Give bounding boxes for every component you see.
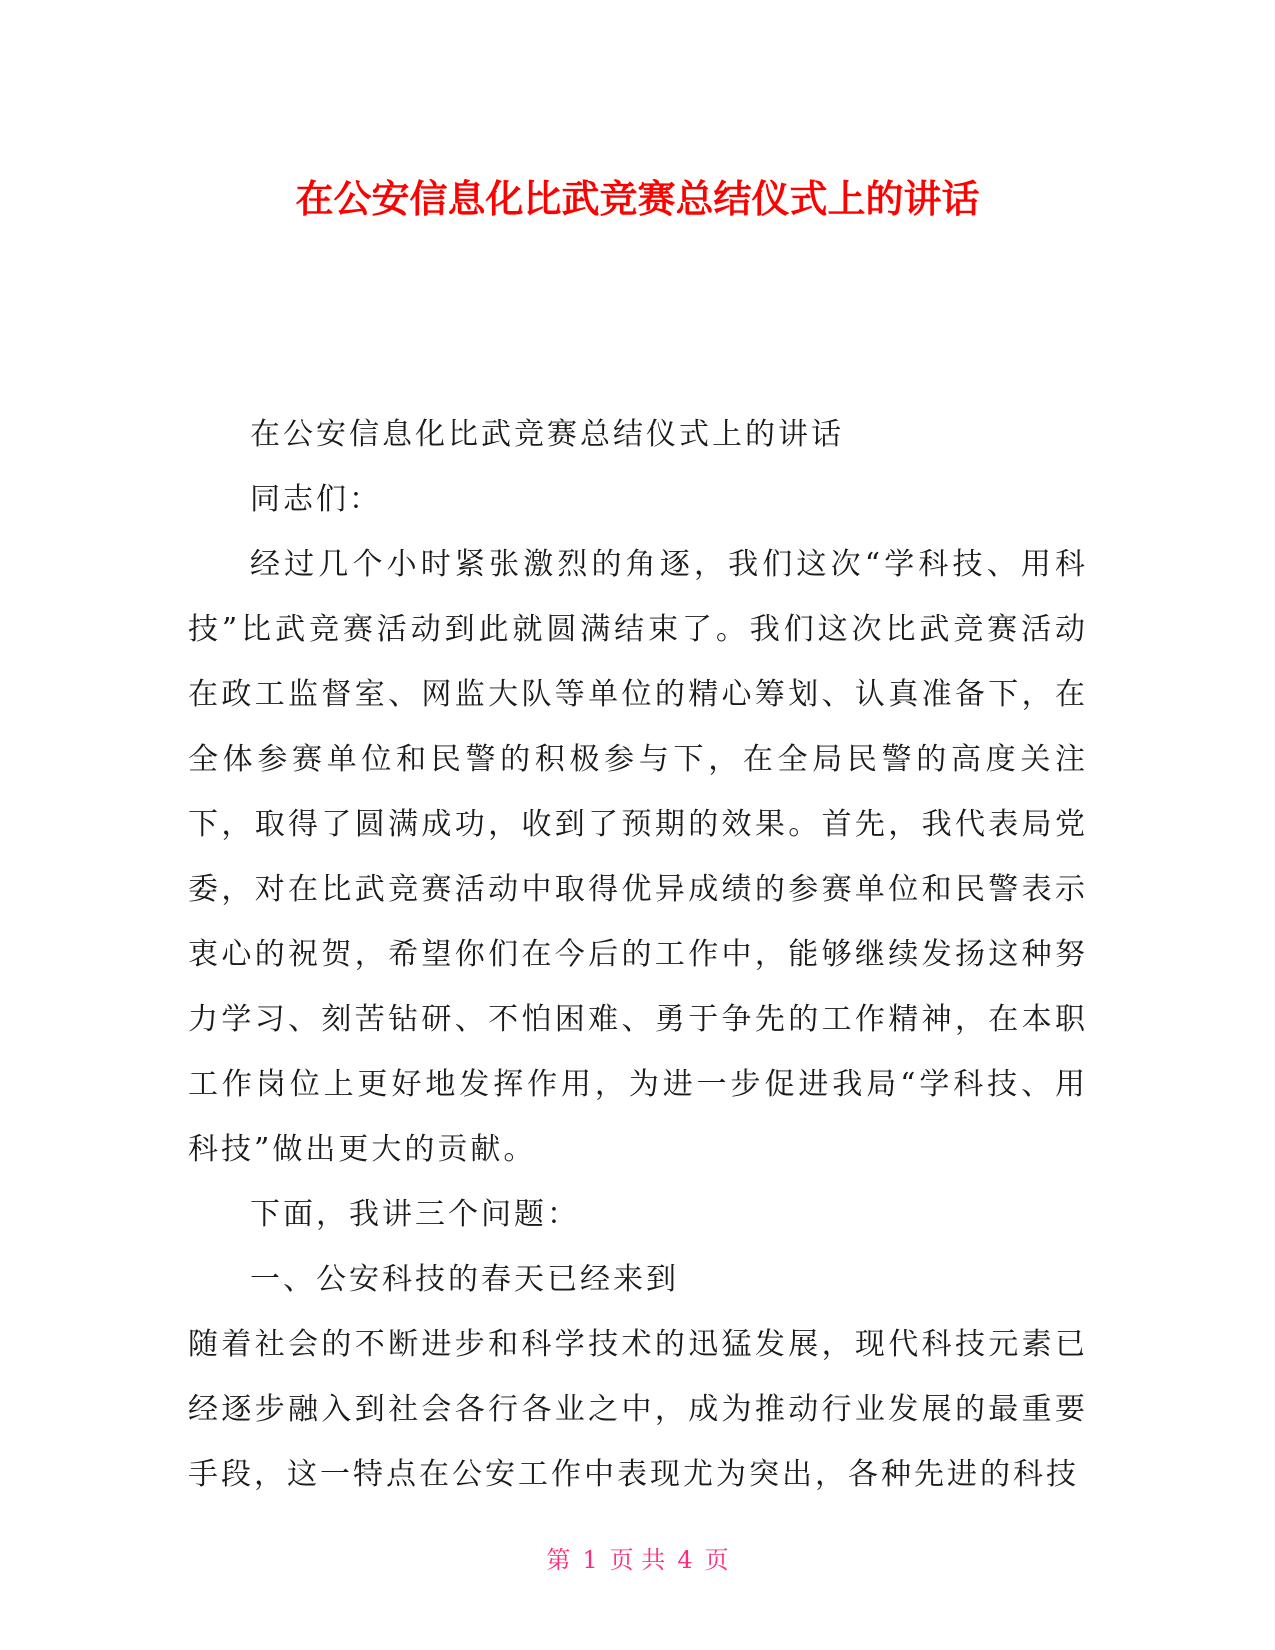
section-heading-1: 一、公安科技的春天已经来到 xyxy=(250,1262,679,1297)
footer-total-pages: 4 xyxy=(677,1546,693,1574)
page-footer xyxy=(0,1540,1275,1575)
footer-page-number: 1 xyxy=(582,1546,598,1574)
document-title: 在公安信息化比武竞赛总结仪式上的讲话 xyxy=(295,177,980,221)
footer-suffix: 页 xyxy=(704,1546,729,1574)
footer-middle: 页 共 xyxy=(609,1546,666,1574)
paragraph-opening: 经过几个小时紧张激烈的角逐，我们这次“学科技、用科技”比武竞赛活动到此就圆满结束了。我们这次比武竞赛活动在政工监督室、网监大队等单位的精心筹划、认真准备下，在全体参赛单位和民警的积极参与下，在全局民警的高度关注下，取得了圆满成功，收到了预期的效果。首先，我代表局党委，对在比武竞赛活动中取得优异成绩的参赛单位和民警表示衷心的祝贺，希望你们在今后的工作中，能够继续发扬这种努力学习、刻苦钻研、不怕困难、勇于争先的工作精神，在本职工作岗位上更好地发挥作用，为进一步促进我局“学科技、用科技”做出更大的贡献。 xyxy=(188,547,1088,1167)
paragraph-heading: 在公安信息化比武竞赛总结仪式上的讲话 xyxy=(250,417,844,452)
document-body xyxy=(188,402,1088,1507)
paragraph-outline: 下面，我讲三个问题： xyxy=(250,1197,580,1232)
paragraph-salutation: 同志们： xyxy=(250,482,382,517)
paragraph-section-1: 随着社会的不断进步和科学技术的迅猛发展，现代科技元素已经逐步融入到社会各行各业之中，成为推动行业发展的最重要手段，这一特点在公安工作中表现尤为突出，各种先进的科技 xyxy=(188,1327,1088,1492)
footer-prefix: 第 xyxy=(546,1546,571,1574)
